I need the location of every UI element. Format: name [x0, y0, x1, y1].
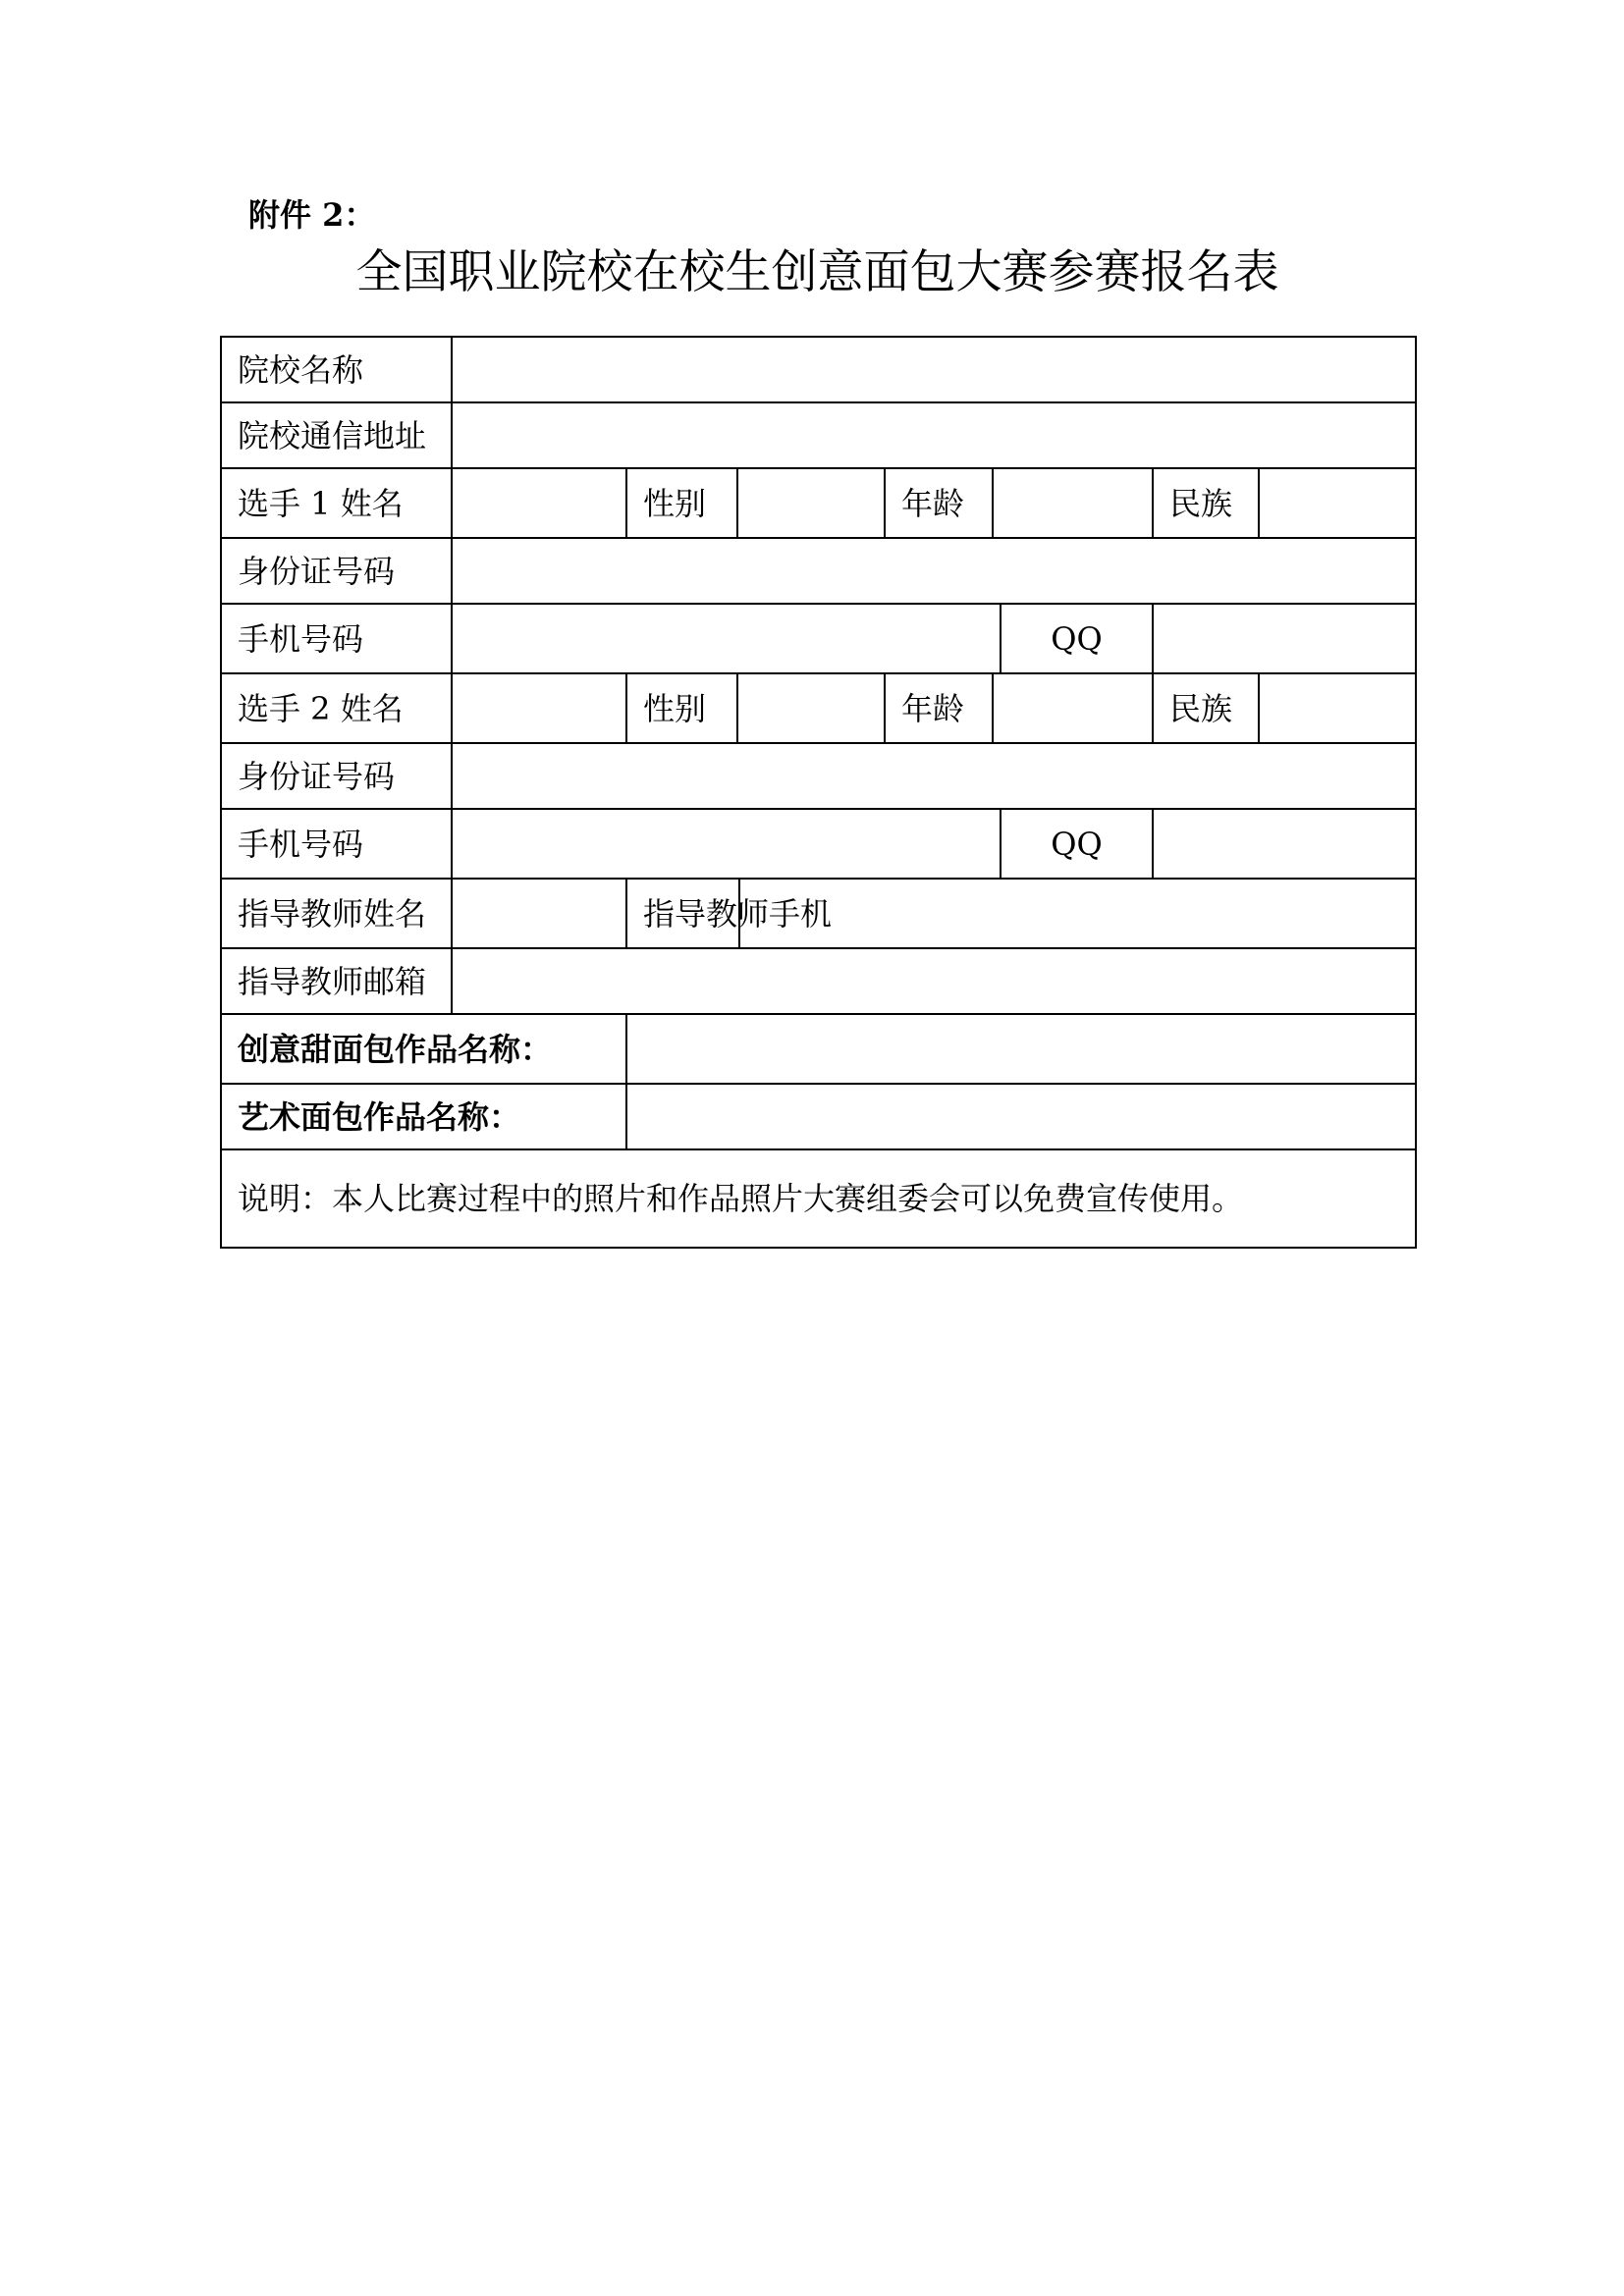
contestant2-id-field[interactable]: [452, 743, 1416, 809]
school-address-field[interactable]: [452, 402, 1416, 468]
contestant2-phone-label: 手机号码: [221, 809, 452, 879]
contestant2-gender-label: 性别: [626, 673, 737, 743]
art-bread-field[interactable]: [626, 1084, 1416, 1149]
teacher-email-field[interactable]: [452, 948, 1416, 1014]
contestant2-name-label: 选手 2 姓名: [221, 673, 452, 743]
teacher-name-field[interactable]: [452, 879, 626, 948]
attachment-label: 附件 2：: [248, 196, 376, 234]
contestant1-name-field[interactable]: [452, 468, 626, 538]
row-school-address: [221, 402, 1416, 468]
teacher-phone-label: 指导教师手机: [626, 879, 739, 948]
row-contestant1-id: [221, 538, 1416, 604]
contestant1-gender-field[interactable]: [737, 468, 885, 538]
contestant2-phone-field[interactable]: [452, 809, 1001, 879]
contestant1-ethnicity-field[interactable]: [1259, 468, 1416, 538]
teacher-phone-field[interactable]: [739, 879, 1416, 948]
row-contestant1-contact: [221, 604, 1416, 673]
contestant1-id-field[interactable]: [452, 538, 1416, 604]
school-address-label: 院校通信地址: [221, 402, 452, 468]
teacher-email-label: 指导教师邮箱: [221, 948, 452, 1014]
row-school-name: [221, 337, 1416, 402]
row-art-bread: [221, 1084, 1416, 1149]
teacher-name-label: 指导教师姓名: [221, 879, 452, 948]
contestant1-qq-label: QQ: [1001, 604, 1153, 673]
contestant2-ethnicity-label: 民族: [1153, 673, 1259, 743]
contestant2-age-field[interactable]: [993, 673, 1153, 743]
contestant1-gender-label: 性别: [626, 468, 737, 538]
contestant2-qq-label: QQ: [1001, 809, 1153, 879]
row-contestant2-id: [221, 743, 1416, 809]
contestant1-ethnicity-label: 民族: [1153, 468, 1259, 538]
sweet-bread-label: 创意甜面包作品名称：: [221, 1014, 626, 1084]
row-sweet-bread: [221, 1014, 1416, 1084]
row-contestant1-basic: [221, 468, 1416, 538]
registration-form-table: [220, 336, 1417, 1249]
contestant2-age-label: 年龄: [885, 673, 993, 743]
contestant1-qq-field[interactable]: [1153, 604, 1416, 673]
contestant1-name-label: 选手 1 姓名: [221, 468, 452, 538]
contestant2-id-label: 身份证号码: [221, 743, 452, 809]
contestant2-ethnicity-field[interactable]: [1259, 673, 1416, 743]
row-teacher: [221, 879, 1416, 948]
photo-usage-note: 说明：本人比赛过程中的照片和作品照片大赛组委会可以免费宣传使用。: [221, 1149, 1416, 1248]
row-contestant2-basic: [221, 673, 1416, 743]
contestant2-gender-field[interactable]: [737, 673, 885, 743]
contestant1-age-field[interactable]: [993, 468, 1153, 538]
school-name-field[interactable]: [452, 337, 1416, 402]
contestant2-name-field[interactable]: [452, 673, 626, 743]
row-contestant2-contact: [221, 809, 1416, 879]
art-bread-label: 艺术面包作品名称：: [221, 1084, 626, 1149]
contestant1-id-label: 身份证号码: [221, 538, 452, 604]
contestant1-phone-label: 手机号码: [221, 604, 452, 673]
school-name-label: 院校名称: [221, 337, 452, 402]
row-note: [221, 1149, 1416, 1248]
sweet-bread-field[interactable]: [626, 1014, 1416, 1084]
contestant1-phone-field[interactable]: [452, 604, 1001, 673]
contestant2-qq-field[interactable]: [1153, 809, 1416, 879]
contestant1-age-label: 年龄: [885, 468, 993, 538]
form-title: 全国职业院校在校生创意面包大赛参赛报名表: [355, 245, 1279, 299]
row-teacher-email: [221, 948, 1416, 1014]
